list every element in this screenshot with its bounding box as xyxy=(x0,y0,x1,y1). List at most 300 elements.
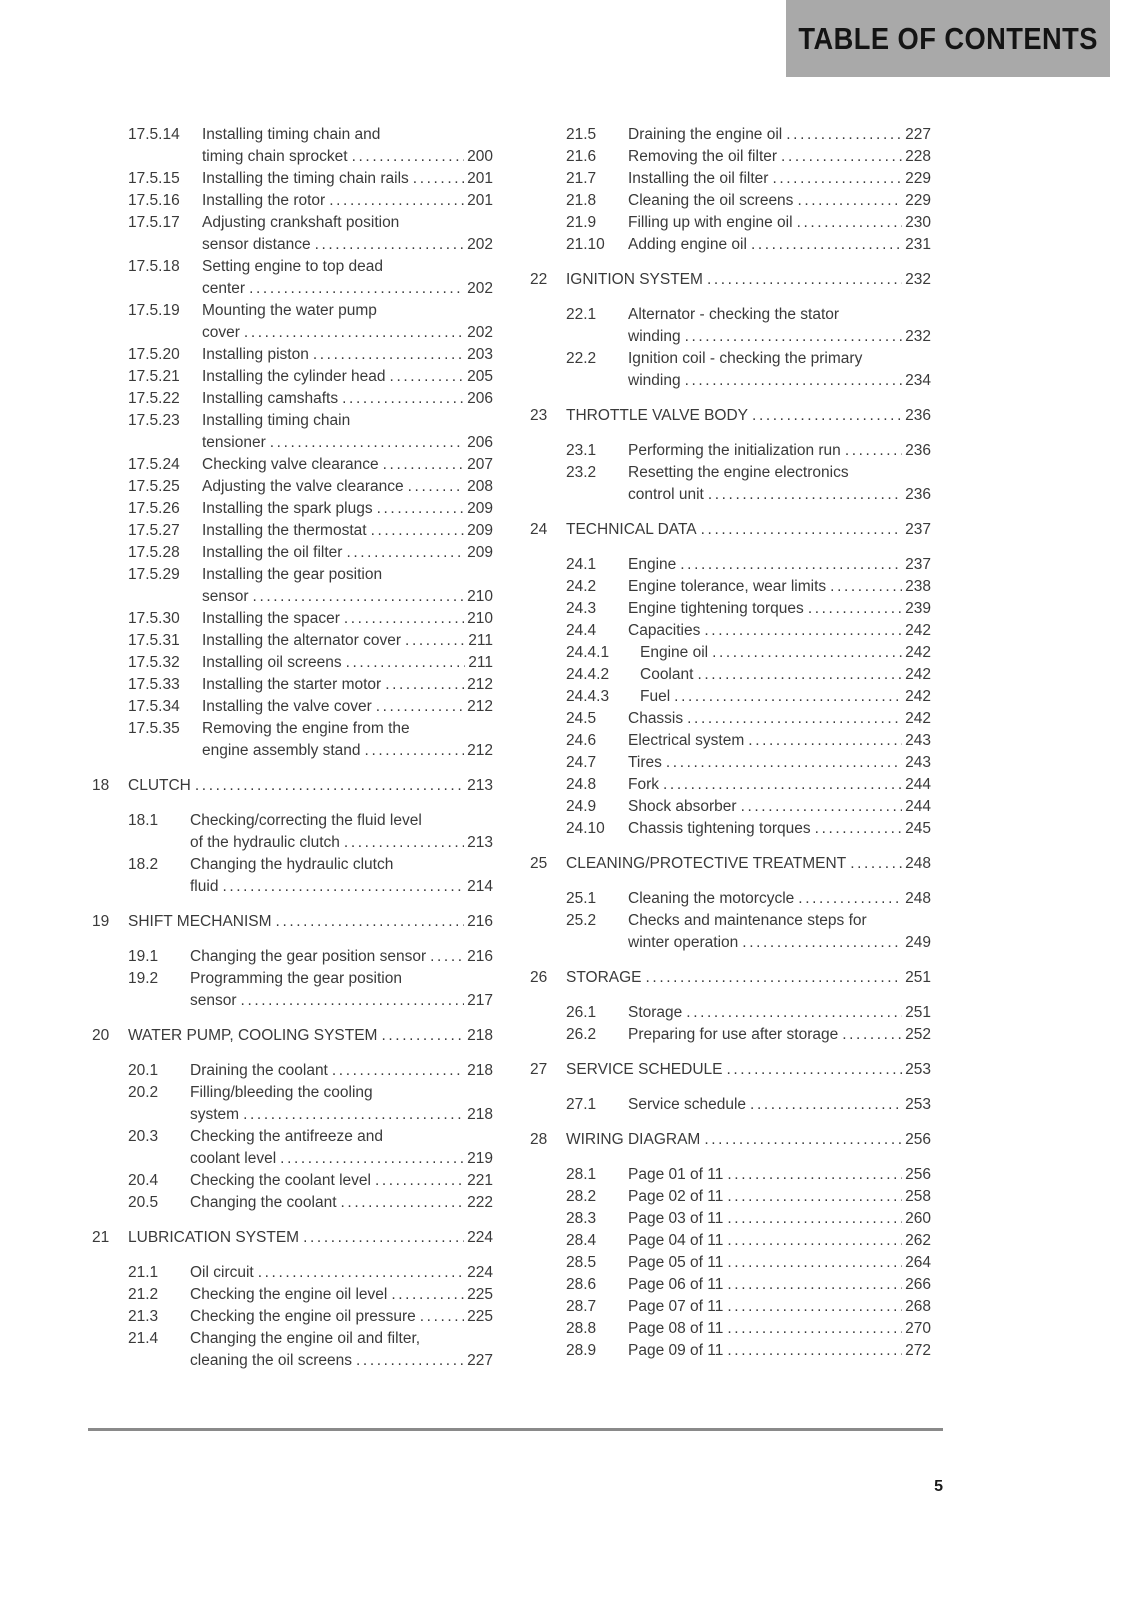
toc-entry[interactable] xyxy=(128,388,493,410)
dot-leader xyxy=(845,440,902,462)
dot-leader xyxy=(727,1164,902,1186)
dot-leader xyxy=(253,586,465,608)
entry-title-line xyxy=(628,932,931,954)
entry-body xyxy=(190,1306,493,1328)
toc-entry[interactable] xyxy=(128,498,493,520)
entry-number: 23.1 xyxy=(566,442,597,459)
page-number: 5 xyxy=(934,1478,943,1495)
entry-page: 252 xyxy=(905,1026,931,1043)
entry-page: 212 xyxy=(467,698,493,715)
dot-leader xyxy=(727,1318,902,1340)
entry-title: Chassis tightening torques xyxy=(628,820,811,837)
dot-leader xyxy=(258,1262,464,1284)
entry-title-line xyxy=(190,1148,493,1170)
entry-body xyxy=(202,608,493,630)
dot-leader xyxy=(797,212,903,234)
entry-body xyxy=(628,620,931,642)
toc-entry[interactable] xyxy=(128,1170,493,1192)
toc-entry[interactable] xyxy=(566,818,931,840)
entry-body xyxy=(202,190,493,212)
entry-title-line xyxy=(628,774,931,796)
entry-title: Page 02 of 11 xyxy=(628,1188,724,1205)
entry-body xyxy=(628,598,931,620)
toc-entry[interactable] xyxy=(566,554,931,576)
entry-number: 17.5.17 xyxy=(128,214,180,231)
toc-entry[interactable] xyxy=(128,564,493,608)
entry-body xyxy=(628,708,931,730)
entry-page: 224 xyxy=(467,1264,493,1281)
dot-leader xyxy=(341,1192,465,1214)
entry-page: 212 xyxy=(467,676,493,693)
entry-title: sensor xyxy=(190,992,237,1009)
entry-page: 203 xyxy=(467,346,493,363)
entry-title: Checking the engine oil level xyxy=(190,1286,388,1303)
toc-entry[interactable] xyxy=(566,730,931,752)
entry-title: Tires xyxy=(628,754,662,771)
entry-title: Installing the rotor xyxy=(202,192,326,209)
entry-title-line xyxy=(640,686,931,708)
dot-leader xyxy=(748,730,902,752)
entry-body xyxy=(190,1082,493,1126)
toc-entry[interactable] xyxy=(566,1252,931,1274)
entry-page: 249 xyxy=(905,934,931,951)
entry-title-line xyxy=(628,348,931,370)
entry-page: 244 xyxy=(905,776,931,793)
entry-page: 239 xyxy=(905,600,931,617)
entry-page: 231 xyxy=(905,236,931,253)
toc-chapter-entry[interactable] xyxy=(92,1227,493,1249)
dot-leader xyxy=(704,1129,902,1151)
entry-page: 236 xyxy=(905,407,931,424)
dot-leader xyxy=(666,752,902,774)
toc-entry[interactable] xyxy=(128,1306,493,1328)
entry-page: 214 xyxy=(467,878,493,895)
entry-title: Capacities xyxy=(628,622,701,639)
toc-entry[interactable] xyxy=(128,946,493,968)
dot-leader xyxy=(704,620,902,642)
toc-entry[interactable] xyxy=(128,520,493,542)
entry-body xyxy=(202,388,493,410)
toc-entry[interactable] xyxy=(566,1164,931,1186)
entry-number: 17.5.29 xyxy=(128,566,180,583)
entry-page: 236 xyxy=(905,486,931,503)
dot-leader xyxy=(371,520,465,542)
entry-body xyxy=(566,519,931,541)
entry-title: Resetting the engine electronics xyxy=(628,464,849,481)
entry-number: 25 xyxy=(530,855,548,872)
toc-entry[interactable] xyxy=(566,1230,931,1252)
entry-title-line xyxy=(628,1186,931,1208)
entry-number: 28.3 xyxy=(566,1210,597,1227)
dot-leader xyxy=(741,796,903,818)
toc-chapter-entry[interactable] xyxy=(530,1129,931,1151)
dot-leader xyxy=(329,190,464,212)
entry-body xyxy=(628,818,931,840)
entry-body xyxy=(190,1284,493,1306)
toc-entry[interactable] xyxy=(566,576,931,598)
entry-title-line xyxy=(628,124,931,146)
dot-leader xyxy=(727,1340,902,1362)
toc-entry[interactable] xyxy=(566,620,931,642)
entry-page: 242 xyxy=(905,644,931,661)
entry-title: Preparing for use after storage xyxy=(628,1026,839,1043)
toc-entry[interactable] xyxy=(566,1296,931,1318)
entry-number: 26.1 xyxy=(566,1004,597,1021)
toc-entry[interactable] xyxy=(128,1082,493,1126)
entry-title: timing chain sprocket xyxy=(202,148,348,165)
toc-chapter-entry[interactable] xyxy=(92,775,493,797)
entry-title: Removing the oil filter xyxy=(628,148,778,165)
entry-title-line xyxy=(628,730,931,752)
dot-leader xyxy=(381,1025,464,1047)
dot-leader xyxy=(781,146,902,168)
toc-entry[interactable] xyxy=(566,1002,931,1024)
entry-title-line xyxy=(628,796,931,818)
toc-entry[interactable] xyxy=(566,146,931,168)
toc-entry[interactable] xyxy=(128,1192,493,1214)
entry-title-line xyxy=(628,212,931,234)
entry-number: 17.5.14 xyxy=(128,126,180,143)
entry-title-line xyxy=(202,388,493,410)
entry-title: SERVICE SCHEDULE xyxy=(566,1061,723,1078)
dot-leader xyxy=(727,1208,902,1230)
entry-number: 17.5.26 xyxy=(128,500,180,517)
entry-body xyxy=(628,1318,931,1340)
entry-page: 256 xyxy=(905,1166,931,1183)
toc-entry[interactable] xyxy=(128,854,493,898)
entry-title: Chassis xyxy=(628,710,684,727)
entry-title: Performing the initialization run xyxy=(628,442,841,459)
entry-title-line xyxy=(640,642,931,664)
toc-entry[interactable] xyxy=(566,752,931,774)
toc-chapter-entry[interactable] xyxy=(530,405,931,427)
dot-leader xyxy=(772,168,902,190)
entry-page: 227 xyxy=(905,126,931,143)
entry-number: 23 xyxy=(530,407,548,424)
entry-body xyxy=(628,576,931,598)
toc-entry[interactable] xyxy=(128,410,493,454)
entry-title-line xyxy=(202,586,493,608)
entry-number: 28.8 xyxy=(566,1320,597,1337)
toc-entry[interactable] xyxy=(128,124,493,168)
entry-page: 216 xyxy=(467,948,493,965)
toc-entry[interactable] xyxy=(128,256,493,300)
entry-title: Adding engine oil xyxy=(628,236,747,253)
toc-entry[interactable] xyxy=(566,686,931,708)
entry-title: Fork xyxy=(628,776,659,793)
entry-title: Filling up with engine oil xyxy=(628,214,793,231)
entry-title-line xyxy=(202,630,493,652)
toc-entry[interactable] xyxy=(566,190,931,212)
toc-entry[interactable] xyxy=(566,1318,931,1340)
toc-chapter-entry[interactable] xyxy=(530,967,931,989)
dot-leader xyxy=(195,775,464,797)
entry-title: cleaning the oil screens xyxy=(190,1352,352,1369)
entry-page: 242 xyxy=(905,622,931,639)
entry-title-line xyxy=(628,304,931,326)
entry-title: sensor distance xyxy=(202,236,311,253)
toc-entry[interactable] xyxy=(128,810,493,854)
entry-title-line xyxy=(202,498,493,520)
dot-leader xyxy=(375,1170,464,1192)
entry-title-line xyxy=(628,1340,931,1362)
entry-page: 202 xyxy=(467,280,493,297)
entry-title-line xyxy=(190,1284,493,1306)
toc-entry[interactable] xyxy=(566,462,931,506)
toc-entry[interactable] xyxy=(566,910,931,954)
dot-leader xyxy=(750,1094,902,1116)
entry-title-line xyxy=(202,740,493,762)
entry-body xyxy=(640,686,931,708)
toc-entry[interactable] xyxy=(566,234,931,256)
toc-entry[interactable] xyxy=(566,440,931,462)
entry-title-line xyxy=(628,462,931,484)
entry-page: 245 xyxy=(905,820,931,837)
entry-title: Installing oil screens xyxy=(202,654,342,671)
toc-chapter-entry[interactable] xyxy=(530,519,931,541)
toc-entry[interactable] xyxy=(128,300,493,344)
entry-body xyxy=(628,234,931,256)
entry-number: 28.7 xyxy=(566,1298,597,1315)
entry-body xyxy=(628,1340,931,1362)
entry-title-line xyxy=(128,1227,493,1249)
entry-body xyxy=(628,910,931,954)
toc-entry[interactable] xyxy=(566,1024,931,1046)
toc-entry[interactable] xyxy=(128,344,493,366)
entry-title: Checking/correcting the fluid level xyxy=(190,812,422,829)
toc-entry[interactable] xyxy=(128,1126,493,1170)
toc-chapter-entry[interactable] xyxy=(530,1059,931,1081)
entry-title: LUBRICATION SYSTEM xyxy=(128,1229,300,1246)
entry-page: 248 xyxy=(905,855,931,872)
entry-title-line xyxy=(628,1094,931,1116)
toc-entry[interactable] xyxy=(128,1328,493,1372)
entry-title-line xyxy=(566,1059,931,1081)
dot-leader xyxy=(313,344,464,366)
toc-chapter-entry[interactable] xyxy=(92,1025,493,1047)
toc-entry[interactable] xyxy=(128,696,493,718)
toc-entry[interactable] xyxy=(128,1284,493,1306)
entry-body xyxy=(202,718,493,762)
toc-entry[interactable] xyxy=(566,774,931,796)
toc-chapter-entry[interactable] xyxy=(530,269,931,291)
entry-body xyxy=(202,476,493,498)
toc-entry[interactable] xyxy=(566,1208,931,1230)
dot-leader xyxy=(663,774,902,796)
entry-body xyxy=(566,1059,931,1081)
entry-title-line xyxy=(628,818,931,840)
dot-leader xyxy=(680,554,902,576)
entry-body xyxy=(190,1328,493,1372)
entry-title-line xyxy=(190,876,493,898)
entry-number: 28.9 xyxy=(566,1342,597,1359)
entry-page: 243 xyxy=(905,732,931,749)
dot-leader xyxy=(701,519,903,541)
toc-entry[interactable] xyxy=(566,304,931,348)
toc-chapter-entry[interactable] xyxy=(92,911,493,933)
toc-entry[interactable] xyxy=(128,608,493,630)
entry-page: 264 xyxy=(905,1254,931,1271)
entry-title: SHIFT MECHANISM xyxy=(128,913,272,930)
dot-leader xyxy=(270,432,464,454)
toc-entry[interactable] xyxy=(128,168,493,190)
toc-entry[interactable] xyxy=(566,1186,931,1208)
toc-entry[interactable] xyxy=(128,476,493,498)
dot-leader xyxy=(708,484,902,506)
entry-body xyxy=(628,1208,931,1230)
entry-body xyxy=(628,124,931,146)
entry-page: 237 xyxy=(905,521,931,538)
entry-page: 222 xyxy=(467,1194,493,1211)
entry-number: 17.5.22 xyxy=(128,390,180,407)
entry-title-line xyxy=(628,888,931,910)
entry-number: 17.5.34 xyxy=(128,698,180,715)
entry-title-line xyxy=(202,542,493,564)
toc-entry[interactable] xyxy=(128,1060,493,1082)
entry-title: Fuel xyxy=(640,688,671,705)
toc-entry[interactable] xyxy=(566,124,931,146)
toc-entry[interactable] xyxy=(128,212,493,256)
entry-page: 268 xyxy=(905,1298,931,1315)
entry-title-line xyxy=(202,652,493,674)
entry-body xyxy=(628,1164,931,1186)
entry-title: Checking valve clearance xyxy=(202,456,379,473)
toc-entry[interactable] xyxy=(128,652,493,674)
entry-title: Checking the coolant level xyxy=(190,1172,371,1189)
entry-number: 25.1 xyxy=(566,890,597,907)
toc-entry[interactable] xyxy=(566,708,931,730)
entry-page: 224 xyxy=(467,1229,493,1246)
entry-title-line xyxy=(202,190,493,212)
dot-leader xyxy=(646,967,903,989)
entry-title: Mounting the water pump xyxy=(202,302,377,319)
entry-number: 21.8 xyxy=(566,192,597,209)
entry-body xyxy=(190,1060,493,1082)
toc-chapter-entry[interactable] xyxy=(530,853,931,875)
entry-title-line xyxy=(202,564,493,586)
entry-number: 24.9 xyxy=(566,798,597,815)
toc-entry[interactable] xyxy=(566,598,931,620)
entry-title: Installing the cylinder head xyxy=(202,368,386,385)
entry-body xyxy=(202,564,493,608)
toc-entry[interactable] xyxy=(128,190,493,212)
entry-title: winding xyxy=(628,372,681,389)
entry-number: 17.5.15 xyxy=(128,170,180,187)
dot-leader xyxy=(727,1252,902,1274)
dot-leader xyxy=(356,1350,464,1372)
entry-page: 202 xyxy=(467,236,493,253)
dot-leader xyxy=(376,696,464,718)
entry-number: 20 xyxy=(92,1027,110,1044)
dot-leader xyxy=(377,498,465,520)
entry-title-line xyxy=(628,1164,931,1186)
entry-number: 28.6 xyxy=(566,1276,597,1293)
entry-title: coolant level xyxy=(190,1150,277,1167)
dot-leader xyxy=(687,708,902,730)
entry-body xyxy=(640,642,931,664)
entry-page: 229 xyxy=(905,170,931,187)
entry-title-line xyxy=(202,520,493,542)
entry-title-line xyxy=(628,1208,931,1230)
entry-number: 21.9 xyxy=(566,214,597,231)
entry-body xyxy=(190,1192,493,1214)
entry-title-line xyxy=(628,326,931,348)
entry-body xyxy=(202,630,493,652)
toc-entry[interactable] xyxy=(128,542,493,564)
dot-leader xyxy=(786,124,902,146)
toc-entry[interactable] xyxy=(128,718,493,762)
entry-title-line xyxy=(628,1318,931,1340)
toc-entry[interactable] xyxy=(566,888,931,910)
entry-body xyxy=(628,1274,931,1296)
entry-page: 237 xyxy=(905,556,931,573)
entry-title: THROTTLE VALVE BODY xyxy=(566,407,749,424)
dot-leader xyxy=(332,1060,464,1082)
entry-body xyxy=(128,775,493,797)
entry-page: 270 xyxy=(905,1320,931,1337)
entry-body xyxy=(190,946,493,968)
toc-entry[interactable] xyxy=(566,168,931,190)
entry-page: 207 xyxy=(467,456,493,473)
entry-title-line xyxy=(190,1082,493,1104)
toc-entry[interactable] xyxy=(566,1274,931,1296)
entry-title: Engine tightening torques xyxy=(628,600,804,617)
entry-title: Page 01 of 11 xyxy=(628,1166,724,1183)
entry-title: CLUTCH xyxy=(128,777,191,794)
toc-entry[interactable] xyxy=(566,642,931,664)
toc-entry[interactable] xyxy=(566,212,931,234)
entry-page: 227 xyxy=(467,1352,493,1369)
entry-body xyxy=(202,212,493,256)
entry-title: Page 07 of 11 xyxy=(628,1298,724,1315)
toc-entry[interactable] xyxy=(128,674,493,696)
entry-number: 28.2 xyxy=(566,1188,597,1205)
entry-title-line xyxy=(202,366,493,388)
toc-entry[interactable] xyxy=(128,968,493,1012)
toc-entry[interactable] xyxy=(128,366,493,388)
entry-title: STORAGE xyxy=(566,969,642,986)
toc-entry[interactable] xyxy=(566,1340,931,1362)
entry-body xyxy=(566,853,931,875)
entry-title-line xyxy=(128,1025,493,1047)
entry-number: 18.2 xyxy=(128,856,159,873)
entry-body xyxy=(202,366,493,388)
entry-number: 24.3 xyxy=(566,600,597,617)
entry-title-line xyxy=(628,1230,931,1252)
entry-title-line xyxy=(628,1252,931,1274)
entry-title: Changing the gear position sensor xyxy=(190,948,427,965)
entry-number: 20.5 xyxy=(128,1194,159,1211)
toc-entry[interactable] xyxy=(566,796,931,818)
entry-page: 212 xyxy=(467,742,493,759)
entry-page: 234 xyxy=(905,372,931,389)
entry-title-line xyxy=(202,212,493,234)
entry-body xyxy=(566,269,931,291)
entry-number: 22 xyxy=(530,271,548,288)
toc-entry[interactable] xyxy=(128,454,493,476)
toc-entry[interactable] xyxy=(566,664,931,686)
toc-entry[interactable] xyxy=(128,1262,493,1284)
footer-divider xyxy=(88,1428,943,1431)
toc-entry[interactable] xyxy=(566,1094,931,1116)
entry-title: Engine tolerance, wear limits xyxy=(628,578,827,595)
entry-title-line xyxy=(628,576,931,598)
entry-title: Checks and maintenance steps for xyxy=(628,912,867,929)
toc-entry[interactable] xyxy=(566,348,931,392)
entry-title-line xyxy=(202,168,493,190)
dot-leader xyxy=(727,1274,902,1296)
toc-entry[interactable] xyxy=(128,630,493,652)
